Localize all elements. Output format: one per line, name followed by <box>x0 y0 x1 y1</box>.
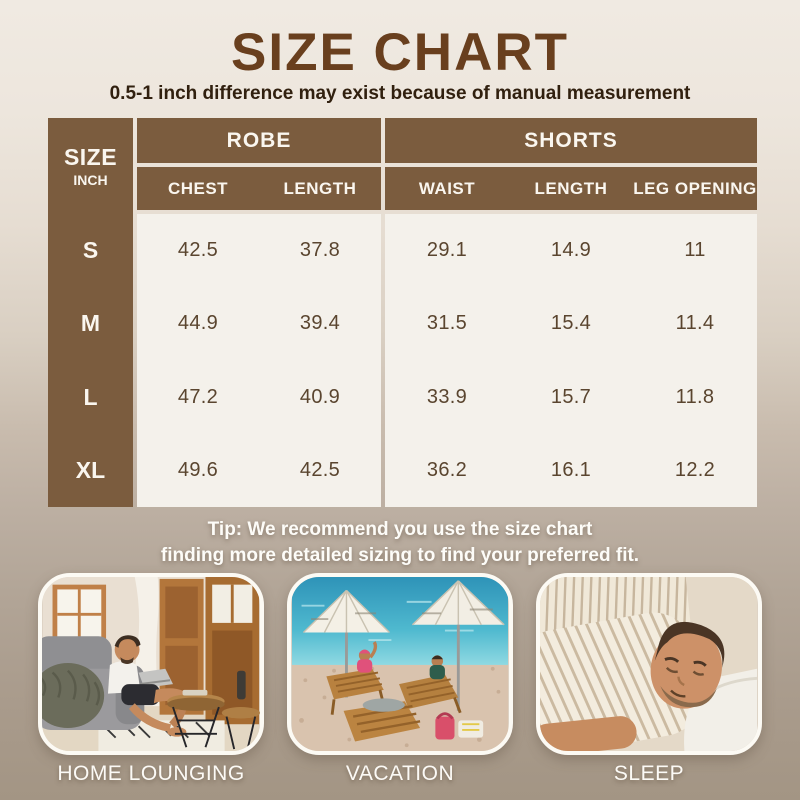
robe-chest-header: CHEST <box>167 178 229 198</box>
sleep-photo <box>536 573 762 755</box>
shorts-group <box>385 118 757 507</box>
table-row <box>137 214 381 287</box>
robe-group-header: ROBE <box>137 118 381 163</box>
table-row <box>385 214 757 287</box>
inch-label: INCH <box>73 172 108 188</box>
tip-line-2: finding more detailed sizing to find your preferred fit. <box>160 545 640 566</box>
value-cell: 31.5 <box>426 312 468 335</box>
table-row <box>137 361 381 434</box>
value-cell: 33.9 <box>426 385 468 408</box>
measurement-disclaimer: 0.5-1 inch difference may exist because of manual measurement <box>109 83 691 104</box>
value-cell: 16.1 <box>550 458 592 481</box>
shorts-waist-header: WAIST <box>418 178 476 198</box>
shorts-length-header: LENGTH <box>534 178 608 198</box>
value-cell: 44.9 <box>177 312 219 335</box>
value-cell: 49.6 <box>177 458 219 481</box>
value-cell: 29.1 <box>426 239 468 262</box>
value-cell: 47.2 <box>177 385 219 408</box>
table-row <box>385 287 757 360</box>
value-cell: 11.8 <box>675 385 715 408</box>
size-row-label-l: L <box>83 383 98 410</box>
value-cell: 15.7 <box>550 385 592 408</box>
table-row <box>385 434 757 507</box>
robe-length-header: LENGTH <box>283 178 357 198</box>
robe-group <box>137 118 381 507</box>
robe-column-headers <box>137 167 381 210</box>
size-label: SIZE <box>63 144 118 170</box>
table-row <box>385 361 757 434</box>
vacation-photo <box>287 573 513 755</box>
shorts-data <box>385 214 757 507</box>
tip-line-1: Tip: We recommend you use the size chart <box>207 519 593 540</box>
size-unit-header <box>48 118 133 214</box>
sleep-label: SLEEP <box>613 762 685 785</box>
vacation-label: VACATION <box>345 762 455 785</box>
value-cell: 37.8 <box>299 239 341 262</box>
sizing-tip <box>0 517 800 569</box>
value-cell: 40.9 <box>299 385 341 408</box>
value-cell: 11.4 <box>675 312 715 335</box>
robe-data <box>137 214 381 507</box>
table-row <box>137 434 381 507</box>
lifestyle-gallery <box>0 573 800 786</box>
value-cell: 42.5 <box>299 458 341 481</box>
home-lounging-illustration <box>42 577 260 751</box>
size-row-label-xl: XL <box>75 456 106 483</box>
gallery-card-vacation <box>287 573 513 786</box>
sleep-illustration <box>540 577 758 751</box>
value-cell: 39.4 <box>299 312 341 335</box>
home-lounging-label: HOME LOUNGING <box>57 762 245 785</box>
home-lounging-photo <box>38 573 264 755</box>
vacation-illustration <box>291 577 509 751</box>
size-row-label-m: M <box>80 310 101 337</box>
size-row-label-s: S <box>82 237 99 264</box>
size-chart-table <box>48 118 757 507</box>
page-title: SIZE CHART <box>231 23 569 82</box>
gallery-card-home-lounging <box>38 573 264 786</box>
shorts-group-header: SHORTS <box>385 118 757 163</box>
value-cell: 12.2 <box>674 458 716 481</box>
size-column <box>48 118 133 507</box>
table-row <box>137 287 381 360</box>
value-cell: 11 <box>684 239 706 262</box>
shorts-leg-opening-header: LEG OPENING <box>633 178 757 198</box>
value-cell: 36.2 <box>426 458 468 481</box>
value-cell: 42.5 <box>177 239 219 262</box>
value-cell: 15.4 <box>550 312 592 335</box>
shorts-column-headers <box>385 167 757 210</box>
value-cell: 14.9 <box>550 239 592 262</box>
gallery-card-sleep <box>536 573 762 786</box>
